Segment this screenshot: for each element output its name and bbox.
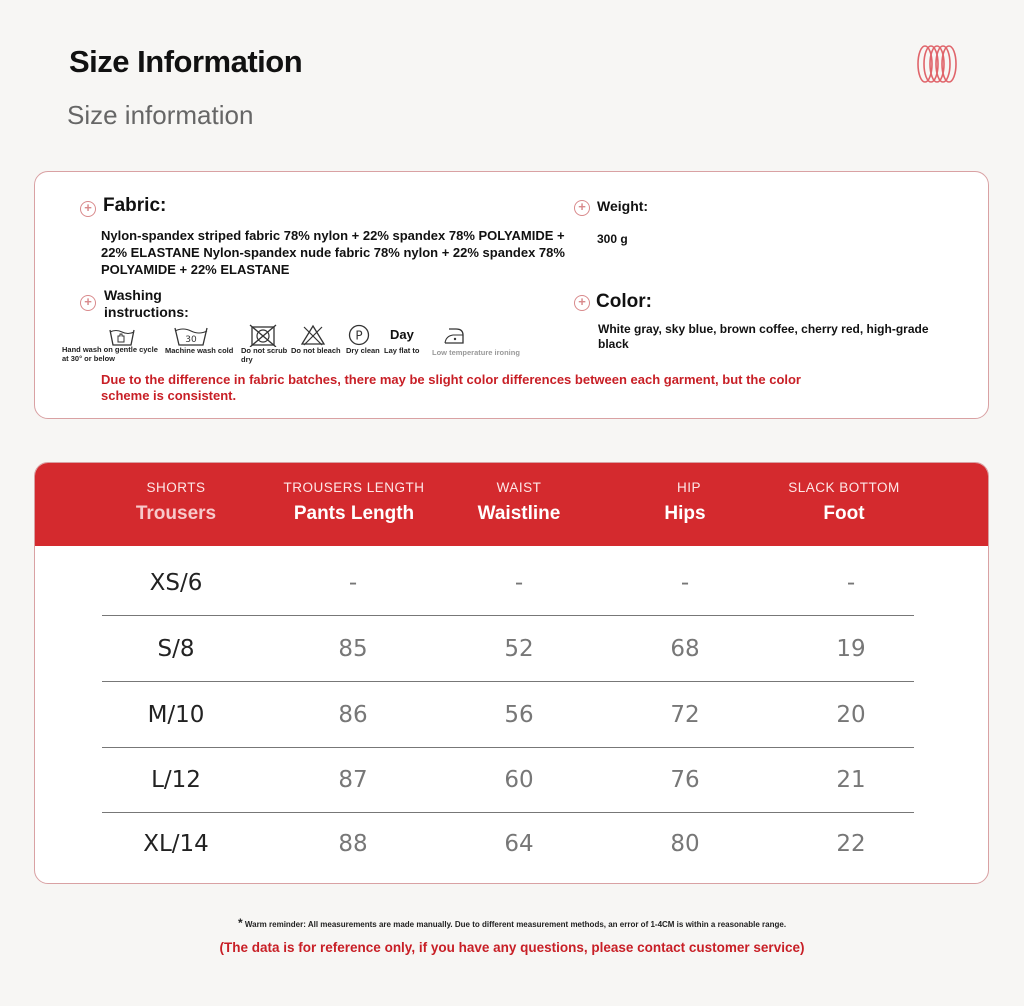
fabric-label: Fabric: (103, 195, 167, 216)
measurement-reminder: * Warm reminder: All measurements are made manually. Due to different measurement methods, an error of 1-4CM is within a reasonable range. (237, 916, 787, 930)
dry-clean-label: Dry clean (346, 346, 380, 355)
do-not-scrub-label: Do not scrub dry (241, 346, 288, 364)
table-row: M/10 86 56 72 20 (102, 683, 914, 748)
plus-icon: + (574, 200, 590, 216)
weight-value: 300 g (597, 232, 628, 246)
do-not-bleach-icon (300, 323, 326, 347)
brand-rings-icon (915, 44, 959, 84)
table-row: L/12 87 60 76 21 (102, 748, 914, 813)
svg-text:30: 30 (185, 335, 197, 345)
page-subtitle: Size information (67, 100, 254, 130)
star-icon: * (237, 916, 243, 930)
table-row: XL/14 88 64 80 22 (143, 831, 866, 857)
washing-label: Washing instructions: (104, 287, 189, 320)
iron-icon (441, 323, 467, 347)
plus-icon: + (80, 201, 96, 217)
table-row: S/8 85 52 68 19 (102, 617, 914, 682)
color-label: Color: (596, 291, 652, 312)
plus-icon: + (80, 295, 96, 311)
color-difference-warning: Due to the difference in fabric batches, there may be slight color differences between each garment, but the color scheme is consistent. (101, 372, 801, 403)
lay-flat-label: Lay flat to (384, 346, 420, 355)
table-row: XS/6 - - - - (102, 551, 914, 616)
fabric-info-card (34, 171, 989, 419)
size-table-header: SHORTS Trousers TROUSERS LENGTH Pants Length WAIST Waistline HIP Hips SLACK BOTTOM Foot (35, 463, 988, 546)
fabric-text: Nylon-spandex striped fabric 78% nylon + 22% spandex 78% POLYAMIDE + 22% ELASTANE Nylon-spandex nude fabric 78% nylon + 22% spandex 78% POLYAMIDE + 22% ELASTANE (101, 228, 565, 277)
color-value: White gray, sky blue, brown coffee, cherry red, high-grade black (598, 322, 929, 351)
size-table (34, 462, 989, 884)
machine-wash-icon (173, 323, 209, 347)
day-label: Day (390, 327, 414, 342)
dry-clean-icon (347, 323, 371, 347)
iron-label: Low temperature ironing (432, 348, 520, 357)
hand-wash-label: Hand wash on gentle cycle at 30° or below (62, 345, 158, 363)
plus-icon: + (574, 295, 590, 311)
weight-label: Weight: (597, 198, 649, 214)
svg-text:P: P (355, 328, 363, 343)
do-not-bleach-label: Do not bleach (291, 346, 341, 355)
do-not-scrub-icon (248, 323, 278, 347)
machine-wash-label: Machine wash cold (165, 346, 234, 355)
contact-note: (The data is for reference only, if you have any questions, please contact customer service) (219, 940, 805, 955)
page-title: Size Information (69, 44, 303, 79)
